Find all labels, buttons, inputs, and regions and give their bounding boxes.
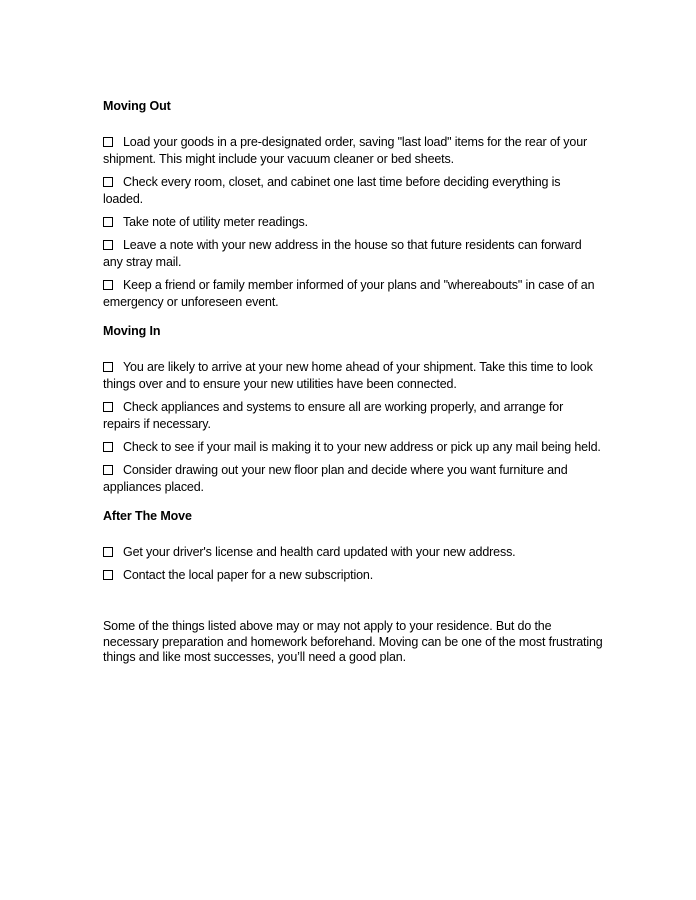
checkbox-icon bbox=[103, 217, 113, 227]
checkbox-icon bbox=[103, 240, 113, 250]
section-moving-out bbox=[103, 97, 603, 311]
checklist-item bbox=[103, 174, 603, 208]
checklist-item bbox=[103, 359, 603, 393]
closing-paragraph: Some of the things listed above may or may not apply to your residence. But do the necessary preparation and homework beforehand. Moving can be one of the most frustrating things and like most successes, you’ll need a good plan. bbox=[103, 619, 603, 664]
checklist bbox=[103, 359, 603, 496]
checkbox-icon bbox=[103, 362, 113, 372]
checklist-item bbox=[103, 237, 603, 271]
checklist-item-text: Check to see if your mail is making it to your new address or pick up any mail being held. bbox=[123, 440, 601, 454]
section-after-the-move bbox=[103, 507, 603, 584]
checklist-item bbox=[103, 462, 603, 496]
section-moving-in bbox=[103, 322, 603, 496]
checkbox-icon bbox=[103, 280, 113, 290]
checklist-item-text: Load your goods in a pre-designated order, saving "last load" items for the rear of your shipment. This might include your vacuum cleaner or bed sheets. bbox=[103, 135, 588, 166]
checklist-item bbox=[103, 277, 603, 311]
checklist-item-text: You are likely to arrive at your new home ahead of your shipment. Take this time to look things over and to ensure your new utilities have been connected. bbox=[103, 360, 593, 391]
checklist-item-text: Keep a friend or family member informed of your plans and "whereabouts" in case of an emergency or unforeseen event. bbox=[103, 278, 595, 309]
checklist-item-text: Contact the local paper for a new subscription. bbox=[123, 568, 374, 582]
checklist-item bbox=[103, 544, 603, 561]
checklist-item bbox=[103, 399, 603, 433]
checklist bbox=[103, 544, 603, 584]
checkbox-icon bbox=[103, 547, 113, 557]
checklist-item-text: Leave a note with your new address in the house so that future residents can forward any stray mail. bbox=[103, 238, 582, 269]
checklist-item-text: Take note of utility meter readings. bbox=[123, 215, 308, 229]
checklist-item bbox=[103, 439, 603, 456]
checklist-item-text: Consider drawing out your new floor plan and decide where you want furniture and appliances placed. bbox=[103, 463, 568, 494]
checklist-item bbox=[103, 567, 603, 584]
document-page bbox=[103, 97, 603, 678]
checkbox-icon bbox=[103, 402, 113, 412]
checkbox-icon bbox=[103, 177, 113, 187]
checklist-item bbox=[103, 214, 603, 231]
section-title: Moving In bbox=[103, 324, 161, 338]
checklist-item bbox=[103, 134, 603, 168]
checkbox-icon bbox=[103, 442, 113, 452]
section-title: Moving Out bbox=[103, 99, 171, 113]
section-title: After The Move bbox=[103, 509, 192, 523]
checklist-item-text: Check every room, closet, and cabinet one last time before deciding everything is loaded. bbox=[103, 175, 561, 206]
checklist-item-text: Check appliances and systems to ensure all are working properly, and arrange for repairs if necessary. bbox=[103, 400, 564, 431]
checkbox-icon bbox=[103, 570, 113, 580]
checkbox-icon bbox=[103, 465, 113, 475]
checklist-item-text: Get your driver's license and health card updated with your new address. bbox=[123, 545, 516, 559]
checkbox-icon bbox=[103, 137, 113, 147]
checklist bbox=[103, 134, 603, 311]
